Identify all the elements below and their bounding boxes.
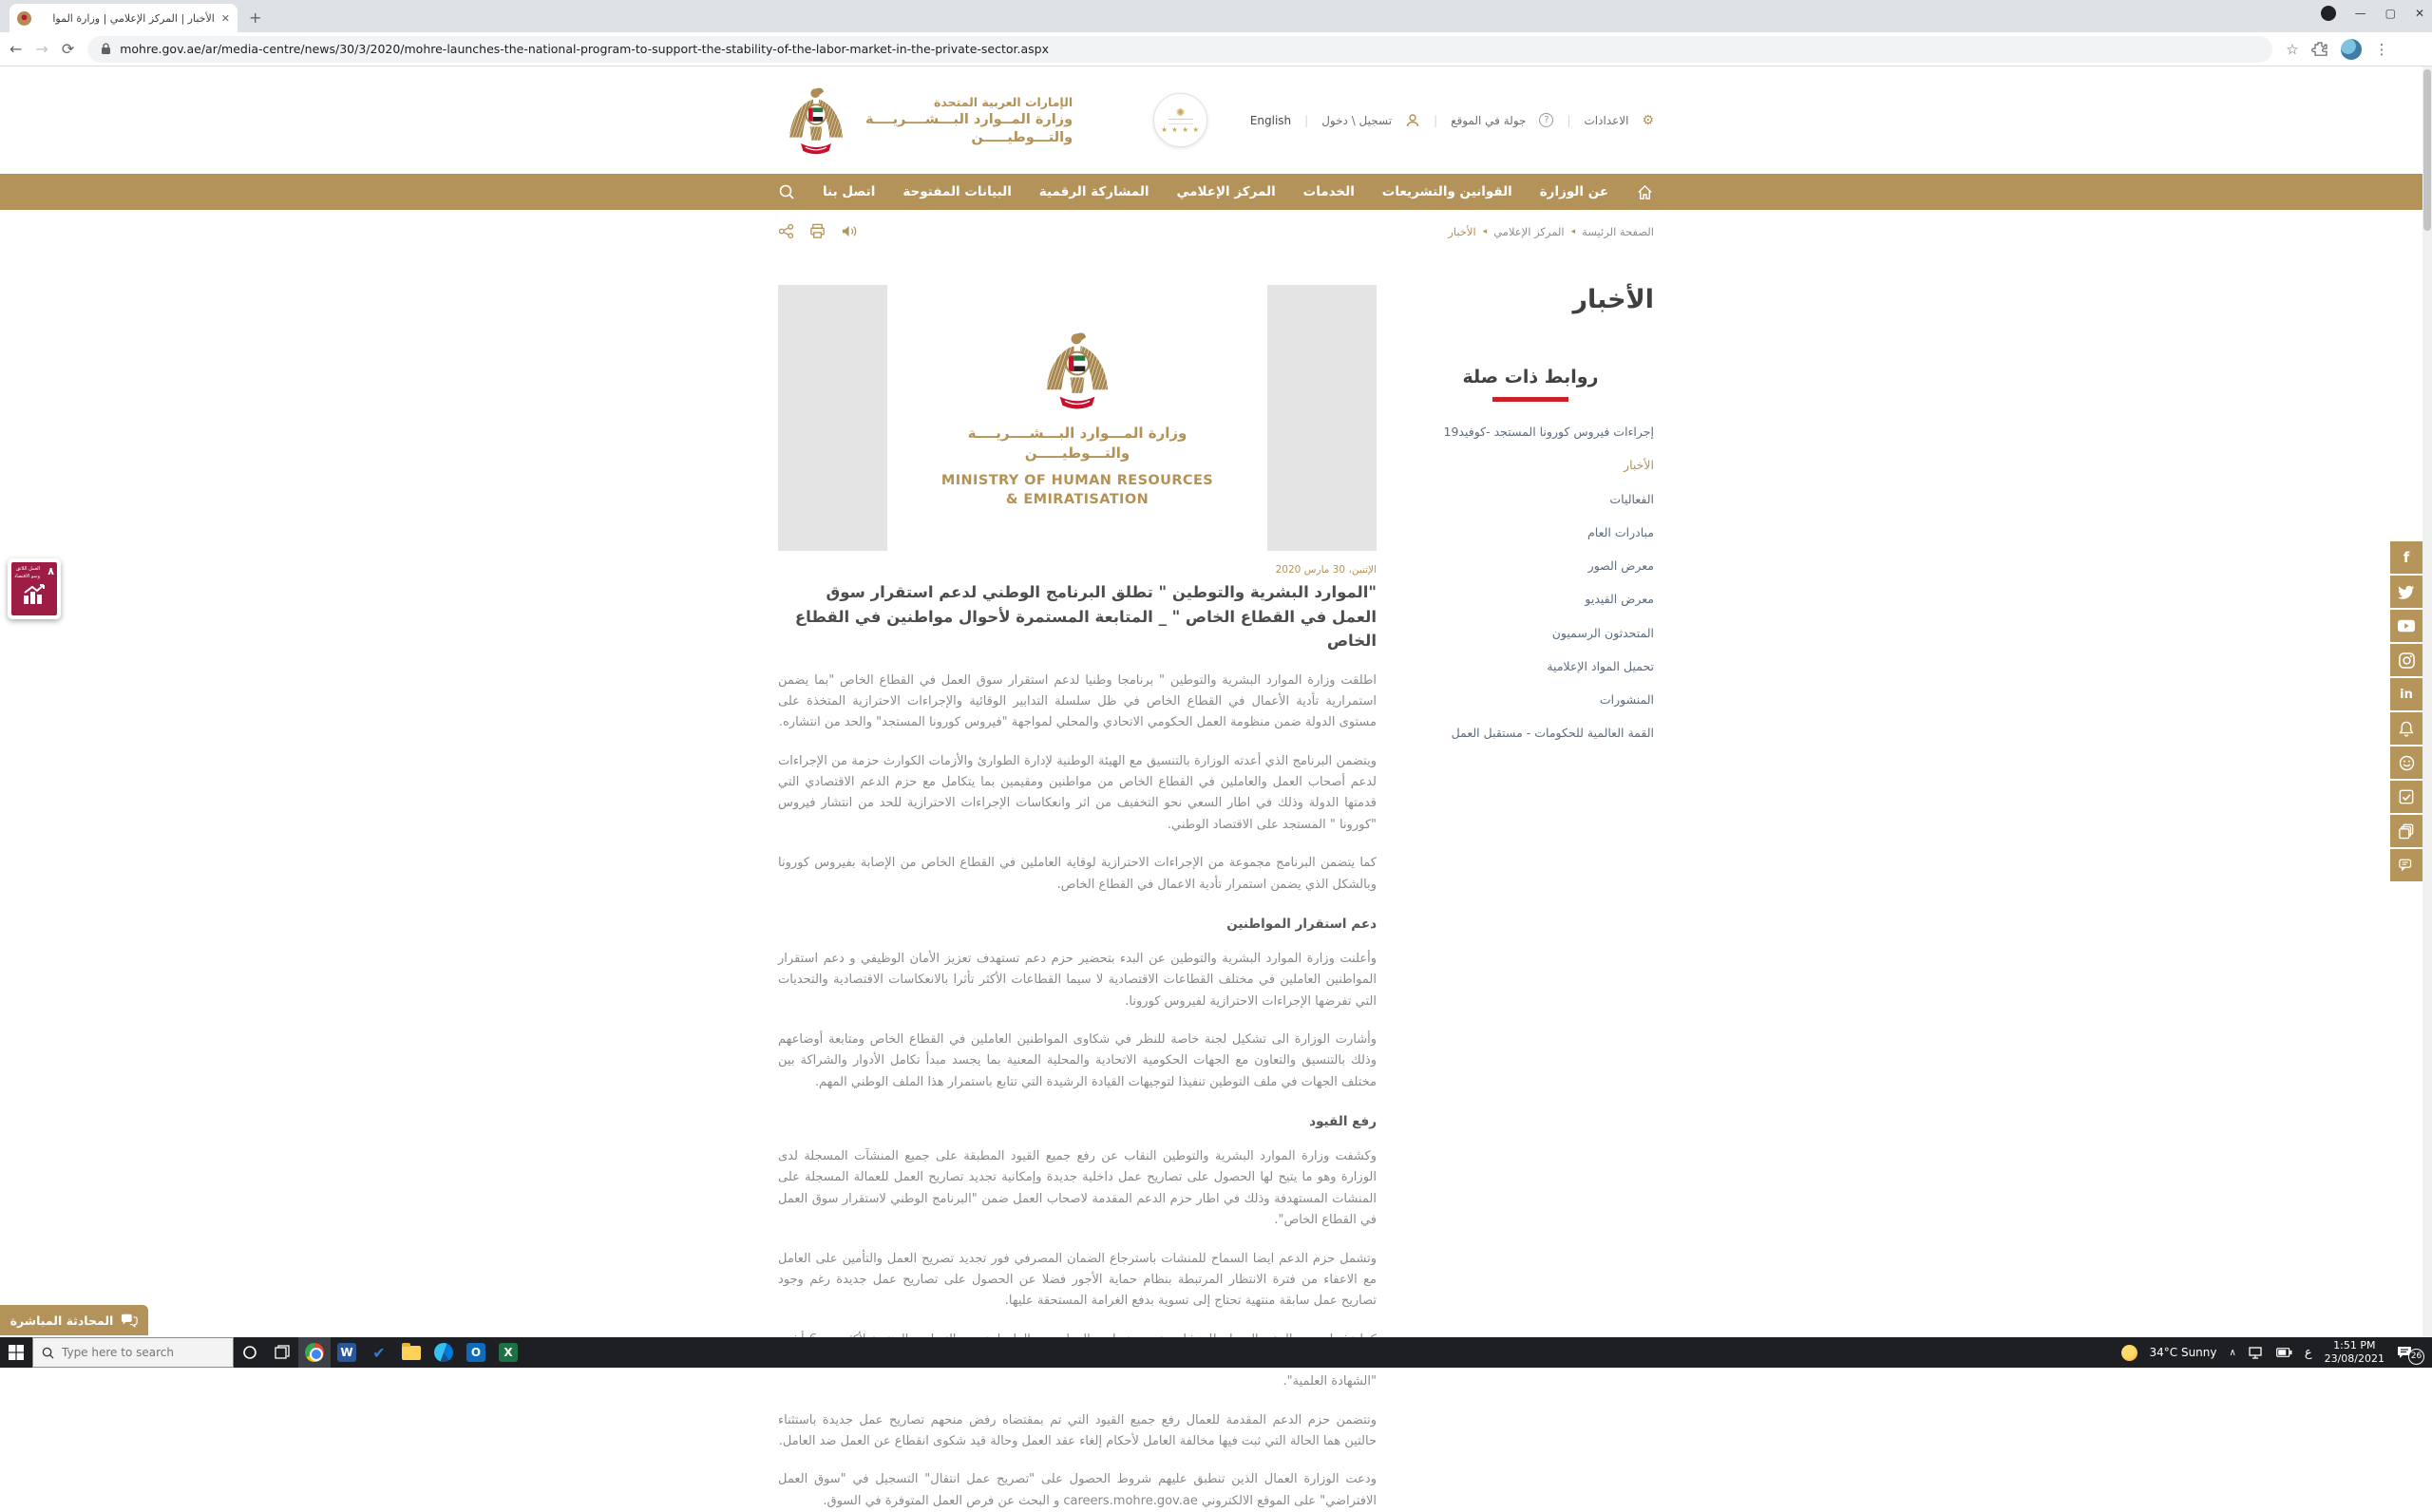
user-icon[interactable] [1405,113,1420,128]
address-bar[interactable] [87,36,2272,63]
uae-falcon-icon [1034,327,1121,414]
article-paragraph: اطلقت وزارة الموارد البشرية والتوطين " برنامجا وطنيا لدعم استقرار سوق العمل في القطاع الخاص "بما يضمن استمرارية تأدية الأعمال في القطاع الخاص في ظل سلسلة التدابير الوقائية والإجراءات الاحترازية المتخذة على مستوى الدولة ضمن منظومة العمل الحكومي الاتحادي والمحلي لمواجهة "فيروس كورونا المستجد" والحد من انتشاره. [778,671,1377,734]
copy-layers-icon[interactable] [2390,815,2422,847]
news-article [778,285,1377,1512]
ministry-logo[interactable] [778,83,1073,159]
profile-dot-icon[interactable] [2321,6,2336,21]
clock-date: 23/08/2021 [2325,1352,2384,1365]
taskbar-file-explorer-icon[interactable] [395,1337,428,1368]
article-paragraph: وتتضمن حزم الدعم المقدمة للعمال رفع جميع القيود التي تم بمقتضاه رفض منحهم تصاريح عمل جديدة باستثناء حالتين هما الحالة التي ثبت فيها مخالفة العامل لأحكام إلغاء عقد العمل وحالة قيد شكوى انقطاع عن العمل ضد العامل. [778,1410,1377,1453]
taskbar-edge-icon[interactable] [428,1337,460,1368]
sidebar-item-media-materials[interactable]: تحميل المواد الإعلامية [1407,659,1654,674]
article-paragraph: كما يتضمن البرنامج مجموعة من الإجراءات الاحترازية لوقاية العاملين في القطاع الخاص من الإصابة بفيروس كورونا وبالشكل الذي يضمن استمرار تأدية الاعمال في القطاع الخاص. [778,853,1377,896]
site-header [778,66,1654,174]
linkedin-glyph: in [2400,688,2413,702]
settings-link[interactable]: الاعدادات [1584,114,1628,127]
search-icon[interactable] [778,183,795,200]
action-center-icon[interactable] [2397,1341,2424,1365]
sidebar-item-wgs[interactable]: القمة العالمية للحكومات - مستقبل العمل [1407,726,1654,741]
browser-tab[interactable] [10,4,238,32]
audio-icon[interactable] [841,223,858,239]
nav-item-laws[interactable]: القوانين والتشريعات [1382,184,1512,199]
ministry-name [865,95,1073,145]
article-paragraph: وأعلنت وزارة الموارد البشرية والتوطين عن البدء بتحضير حزم دعم تستهدف تعزيز الأمان الوظيفي و دعم استقرار المواطنين العاملين في مختلف القطاعات الاقتصادية لا سيما القطاعات الأكثر تأثرا بالانعكاسات الاقتصادية والتحديات التي تفرضها الإجراءات الاحترازية لفيروس كورونا. [778,949,1377,1012]
breadcrumb-row [0,223,2432,239]
english-language-link[interactable]: English [1250,114,1291,127]
youtube-icon[interactable] [2390,610,2422,642]
breadcrumb [1448,225,1654,238]
related-links-title: روابط ذات صلة [1407,367,1654,387]
taskbar-search[interactable] [32,1337,234,1368]
award-lines [1168,119,1193,124]
red-underline [1492,397,1568,402]
survey-check-icon[interactable] [2390,781,2422,813]
sidebar-item-spokespersons[interactable]: المتحدثون الرسميون [1407,626,1654,641]
page-action-icons [778,223,858,239]
sdg8-inner [11,562,57,615]
weather-sun-icon [2121,1345,2138,1361]
print-icon[interactable] [809,223,826,239]
network-icon[interactable] [2249,1347,2264,1359]
twitter-icon[interactable] [2390,576,2422,608]
logo-arabic-line: وزارة المـــوارد البـــشــــريــــة [968,424,1188,444]
url-text: mohre.gov.ae/ar/media-centre/news/30/3/2020/mohre-launches-the-national-program-to-support-the-stability-of-the-labor-market-in-the-private-sector.aspx [120,42,1049,56]
main-content [0,285,2432,1512]
maximize-button[interactable]: ▢ [2385,7,2396,20]
tray-chevron-icon[interactable]: ∧ [2230,1348,2236,1358]
forward-button[interactable]: → [35,40,48,58]
facebook-icon[interactable] [2390,541,2422,574]
page-title: الأخبار [1407,285,1654,314]
logo-arabic-line: والتـــوطيـــــن [1025,444,1130,463]
sidebar-item-video-gallery[interactable]: معرض الفيديو [1407,592,1654,607]
sdg-number: ٨ [48,566,54,576]
sidebar-item-covid[interactable]: إجراءات فيروس كورونا المستجد -كوفيد19 [1407,425,1654,440]
article-subheading: رفع القيود [778,1114,1377,1129]
article-paragraph: وكشفت وزارة الموارد البشرية والتوطين النقاب عن رفع جميع القيود المطبقة على جميع المنشآت المسجلة لدى الوزارة وهو ما يتيح لها الحصول على تصاريح عمل داخلية جديدة وإمكانية تجديد تصاريح العمل للعمالة المسجلة على المنشات المستهدفة وذلك في اطار حزم الدعم المقدمة لاصحاب العمل ضمن "البرنامج الوطني لاستقرار سوق العمل في القطاع الخاص". [778,1146,1377,1231]
login-register-link[interactable]: تسجيل \ دخول [1321,114,1392,127]
article-paragraph: وأشارت الوزارة الى تشكيل لجنة خاصة للنظر في شكاوى المواطنين العاملين في القطاع الخاص ومتابعة أوضاعهم وذلك بالتنسيق والتعاون مع الجهات الحكومية الاتحادية والمحلية المعنية بما يجسد مبدأ تكامل الأدوار والشراكة بين مختلف الجهات في ملف التوطين تنفيذا لتوجيهات القيادة الرشيدة التي تتابع باستمرار هذا الملف الوطني المهم. [778,1030,1377,1093]
chat-bubbles-icon [121,1314,138,1328]
close-button[interactable]: ✕ [2415,7,2424,20]
ministry-name-line: الإمارات العربية المتحدة [865,95,1073,109]
back-button[interactable]: ← [10,40,22,58]
image-gray-panel [778,285,887,551]
browser-toolbar [0,32,2432,66]
battery-icon[interactable] [2276,1348,2292,1357]
article-date: الإثنين، 30 مارس 2020 [778,564,1377,576]
linkedin-icon[interactable] [2390,678,2422,710]
sidebar-item-events[interactable]: الفعاليات [1407,492,1654,507]
facebook-glyph: f [2404,549,2410,566]
ministry-name-line: وزارة المــوارد البـــشــــريــــة [865,112,1073,127]
scrollbar-thumb[interactable] [2423,69,2431,231]
logo-english-line: & EMIRATISATION [1006,490,1149,509]
award-badge [1153,93,1207,147]
tab-bar [0,0,2432,32]
article-paragraph: ودعت الوزارة العمال الذين تنطبق عليهم شروط الحصول على "تصريح عمل انتقال" التسجيل في "سوق العمل الافتراضي" على الموقع الالكتروني careers.mohre.gov.ae و البحث عن فرص العمل المتوفرة في السوق. [778,1469,1377,1512]
sdg-label-line: العمل اللائق [16,566,40,572]
notifications-bell-icon[interactable] [2390,712,2422,745]
taskbar-todo-check-icon[interactable]: ✔ [363,1337,395,1368]
gear-icon[interactable]: ⚙ [1642,113,1654,128]
article-subheading: دعم استقرار المواطنين [778,917,1377,932]
live-chat-label: المحادثة المباشرة [10,1314,114,1328]
sidebar-item-news[interactable]: الأخبار [1407,458,1654,473]
window-controls [2321,6,2424,21]
sdg8-badge[interactable] [8,558,61,619]
cortana-icon[interactable] [234,1337,266,1368]
breadcrumb-media-centre[interactable]: المركز الإعلامي [1493,225,1564,238]
sdg-label-line: ونمو الاقتصاد [14,574,40,579]
sidebar [1407,285,1654,1512]
social-media-strip [2390,541,2422,881]
page-viewport [0,66,2432,1337]
nav-item-contact[interactable]: اتصل بنا [823,184,875,199]
article-paragraph: "الشهادة العلمية". [778,1330,1377,1393]
taskbar-chrome-icon[interactable] [298,1337,331,1368]
main-navigation [0,174,2432,210]
article-paragraph: ويتضمن البرنامج الذي أعدته الوزارة بالتنسيق مع الهيئة الوطنية لإدارة الطوارئ والأزمات الكوارث حزمة من الإجراءات لدعم أصحاب العمل والعاملين في القطاع الخاص من مواطنين ومقيمين بما يتكامل مع حزم الدعم الاقتصادي التي قدمتها الدولة وذلك في اطار السعي نحو التخفيف من اثر وانعكاسات الإجراءات الاحترازية للحد من انتشار فيروس "كورونا " المستجد على الاقتصاد الوطني. [778,751,1377,836]
separator: | [1567,114,1570,127]
taskbar-outlook-icon[interactable]: O [460,1337,492,1368]
scrollbar-track[interactable] [2422,66,2432,1337]
nav-item-open-data[interactable]: البيانات المفتوحة [902,184,1012,199]
breadcrumb-news: الأخبار [1448,225,1475,238]
new-tab-button[interactable]: + [249,9,261,28]
breadcrumb-sep-icon: ◂ [1483,227,1488,236]
help-icon[interactable]: ? [1539,113,1553,127]
extensions-puzzle-icon[interactable] [2312,42,2328,57]
tab-close-icon[interactable]: ✕ [221,12,230,25]
breadcrumb-sep-icon: ◂ [1571,227,1576,236]
browser-chrome [0,0,2432,66]
happiness-smiley-icon[interactable] [2390,747,2422,779]
article-title: "الموارد البشرية والتوطين " تطلق البرنامج الوطني لدعم استقرار سوق العمل في القطاع الخاص " _ المتابعة المستمرة لأحوال مواطنين في القطاع الخاص [778,580,1377,653]
breadcrumb-home[interactable]: الصفحة الرئيسة [1582,225,1654,238]
profile-avatar[interactable] [2341,39,2362,60]
image-gray-panel [1267,285,1377,551]
article-image [778,285,1377,551]
reload-button[interactable]: ⟳ [62,40,74,58]
taskbar-excel-icon[interactable]: X [492,1337,524,1368]
logo-english-line: MINISTRY OF HUMAN RESOURCES [941,471,1213,490]
menu-kebab-icon[interactable]: ⋮ [2375,41,2389,58]
nav-item-about[interactable]: عن الوزارة [1540,184,1608,199]
clock-time: 1:51 PM [2333,1339,2375,1351]
language-indicator[interactable]: ع [2305,1346,2312,1360]
growth-chart-icon [21,583,48,606]
site-tour-link[interactable]: جولة في الموقع [1451,114,1526,127]
search-input[interactable] [62,1346,214,1359]
sidebar-item-initiatives[interactable]: مبادرات العام [1407,525,1654,540]
windows-taskbar [0,1337,2432,1368]
nav-item-media-centre[interactable]: المركز الإعلامي [1176,184,1275,199]
image-logo-panel [887,285,1267,551]
ministry-name-line: والتـــوطيـــــن [865,130,1073,145]
sidebar-item-photo-gallery[interactable]: معرض الصور [1407,558,1654,574]
award-stars: ★ ★ ★ ★ [1161,125,1200,134]
minimize-button[interactable]: — [2355,7,2366,20]
notification-count: 26 [2408,1349,2424,1365]
live-chat-button[interactable] [0,1305,148,1335]
padlock-icon [101,43,111,55]
tab-title: الأخبار | المركز الإعلامي | وزارة الموا [38,12,215,25]
separator: | [1434,114,1437,127]
header-utility-links [1250,113,1654,128]
share-icon[interactable] [778,223,794,239]
nav-item-services[interactable]: الخدمات [1303,184,1355,199]
sidebar-item-publications[interactable]: المنشورات [1407,692,1654,708]
instagram-icon[interactable] [2390,644,2422,676]
weather-text[interactable]: 34°C Sunny [2150,1346,2217,1359]
home-icon[interactable] [1636,183,1654,201]
uae-falcon-icon [778,83,854,159]
start-button[interactable] [0,1337,32,1368]
taskbar-word-icon[interactable]: W [331,1337,363,1368]
clock[interactable] [2325,1339,2384,1366]
award-crest-icon: ✺ [1176,107,1185,118]
article-paragraph: وتشمل حزم الدعم ايضا السماح للمنشات باسترجاع الضمان المصرفي فور تجديد تصريح العمل والتأمين على العامل مع الاعفاء من فترة الانتظار المرتبطة بنظام حماية الأجور فضلا عن الحصول على تصاريح عمل جديدة رغم وجود تصاريح عمل سابقة منتهية تحتاج إلى تسوية بدفع الغرامة المستحقة عليها. [778,1249,1377,1313]
separator: | [1304,114,1308,127]
blog-chat-icon[interactable] [2390,849,2422,881]
system-tray [2121,1339,2432,1366]
uae-favicon [17,11,31,26]
search-icon [42,1347,54,1359]
nav-item-digital-participation[interactable]: المشاركة الرقمية [1039,184,1150,199]
task-view-icon[interactable] [266,1337,298,1368]
bookmark-star-icon[interactable]: ☆ [2286,41,2298,58]
